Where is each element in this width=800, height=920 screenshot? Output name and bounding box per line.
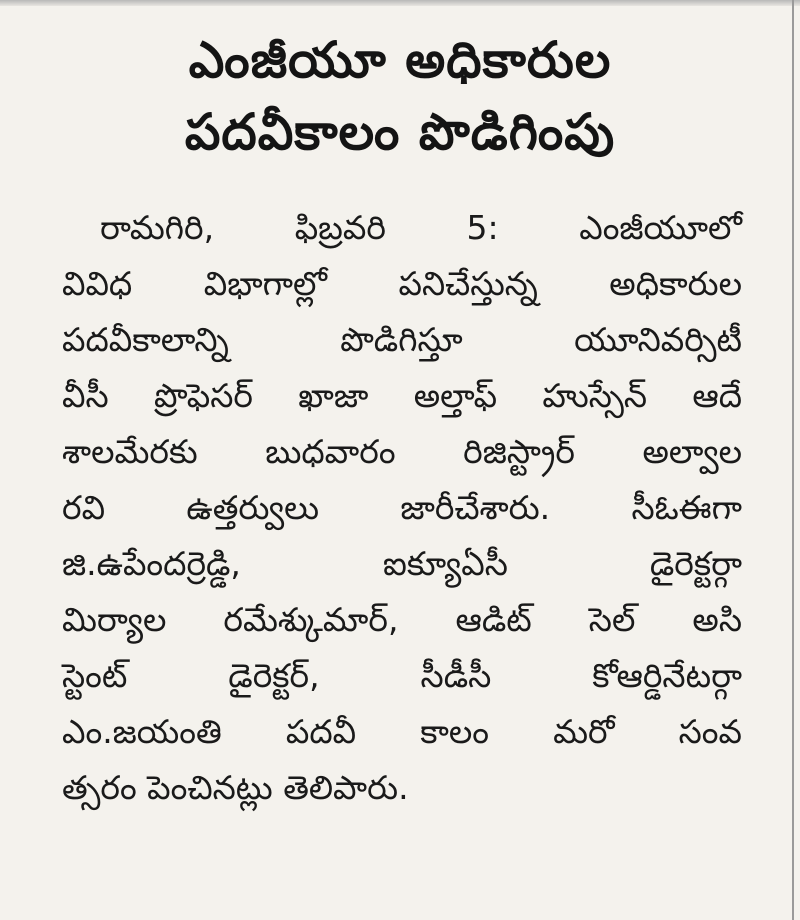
body-line: జి.ఉపేందర్రెడ్డి, ఐక్యూఏసీ డైరెక్టర్గా — [62, 544, 742, 583]
body-line: పదవీకాలాన్ని పొడిగిస్తూ యూనివర్సిటీ — [62, 320, 742, 359]
body-line: త్సరం పెంచినట్లు తెలిపారు. — [62, 768, 409, 807]
body-line: రామగిరి, ఫిబ్రవరి 5: ఎంజీయూలో — [100, 208, 742, 247]
body-line: మిర్యాల రమేశ్కుమార్, ఆడిట్ సెల్ అసి — [62, 600, 742, 639]
body-line: ఎం.జయంతి పదవీ కాలం మరో సంవ — [62, 712, 742, 751]
body-line: రవి ఉత్తర్వులు జారీచేశారు. సీఓఈగా — [62, 488, 742, 527]
top-edge — [0, 0, 800, 6]
column-rule — [792, 0, 794, 920]
headline-line-2: పదవీకాలం పొడిగింపు — [184, 103, 616, 161]
body-line: స్టెంట్ డైరెక్టర్, సీడీసీ కోఆర్డినేటర్గా — [62, 656, 742, 695]
body-line: వీసీ ప్రొఫెసర్ ఖాజా అల్తాఫ్ హుస్సేన్ ఆదే — [62, 376, 742, 415]
headline-line-1: ఎంజీయూ అధికారుల — [188, 31, 612, 89]
body-line: వివిధ విభాగాల్లో పనిచేస్తున్న అధికారుల — [62, 264, 742, 303]
body-line: శాలమేరకు బుధవారం రిజిస్ట్రార్ అల్వాల — [62, 432, 742, 471]
article-body — [62, 200, 742, 816]
